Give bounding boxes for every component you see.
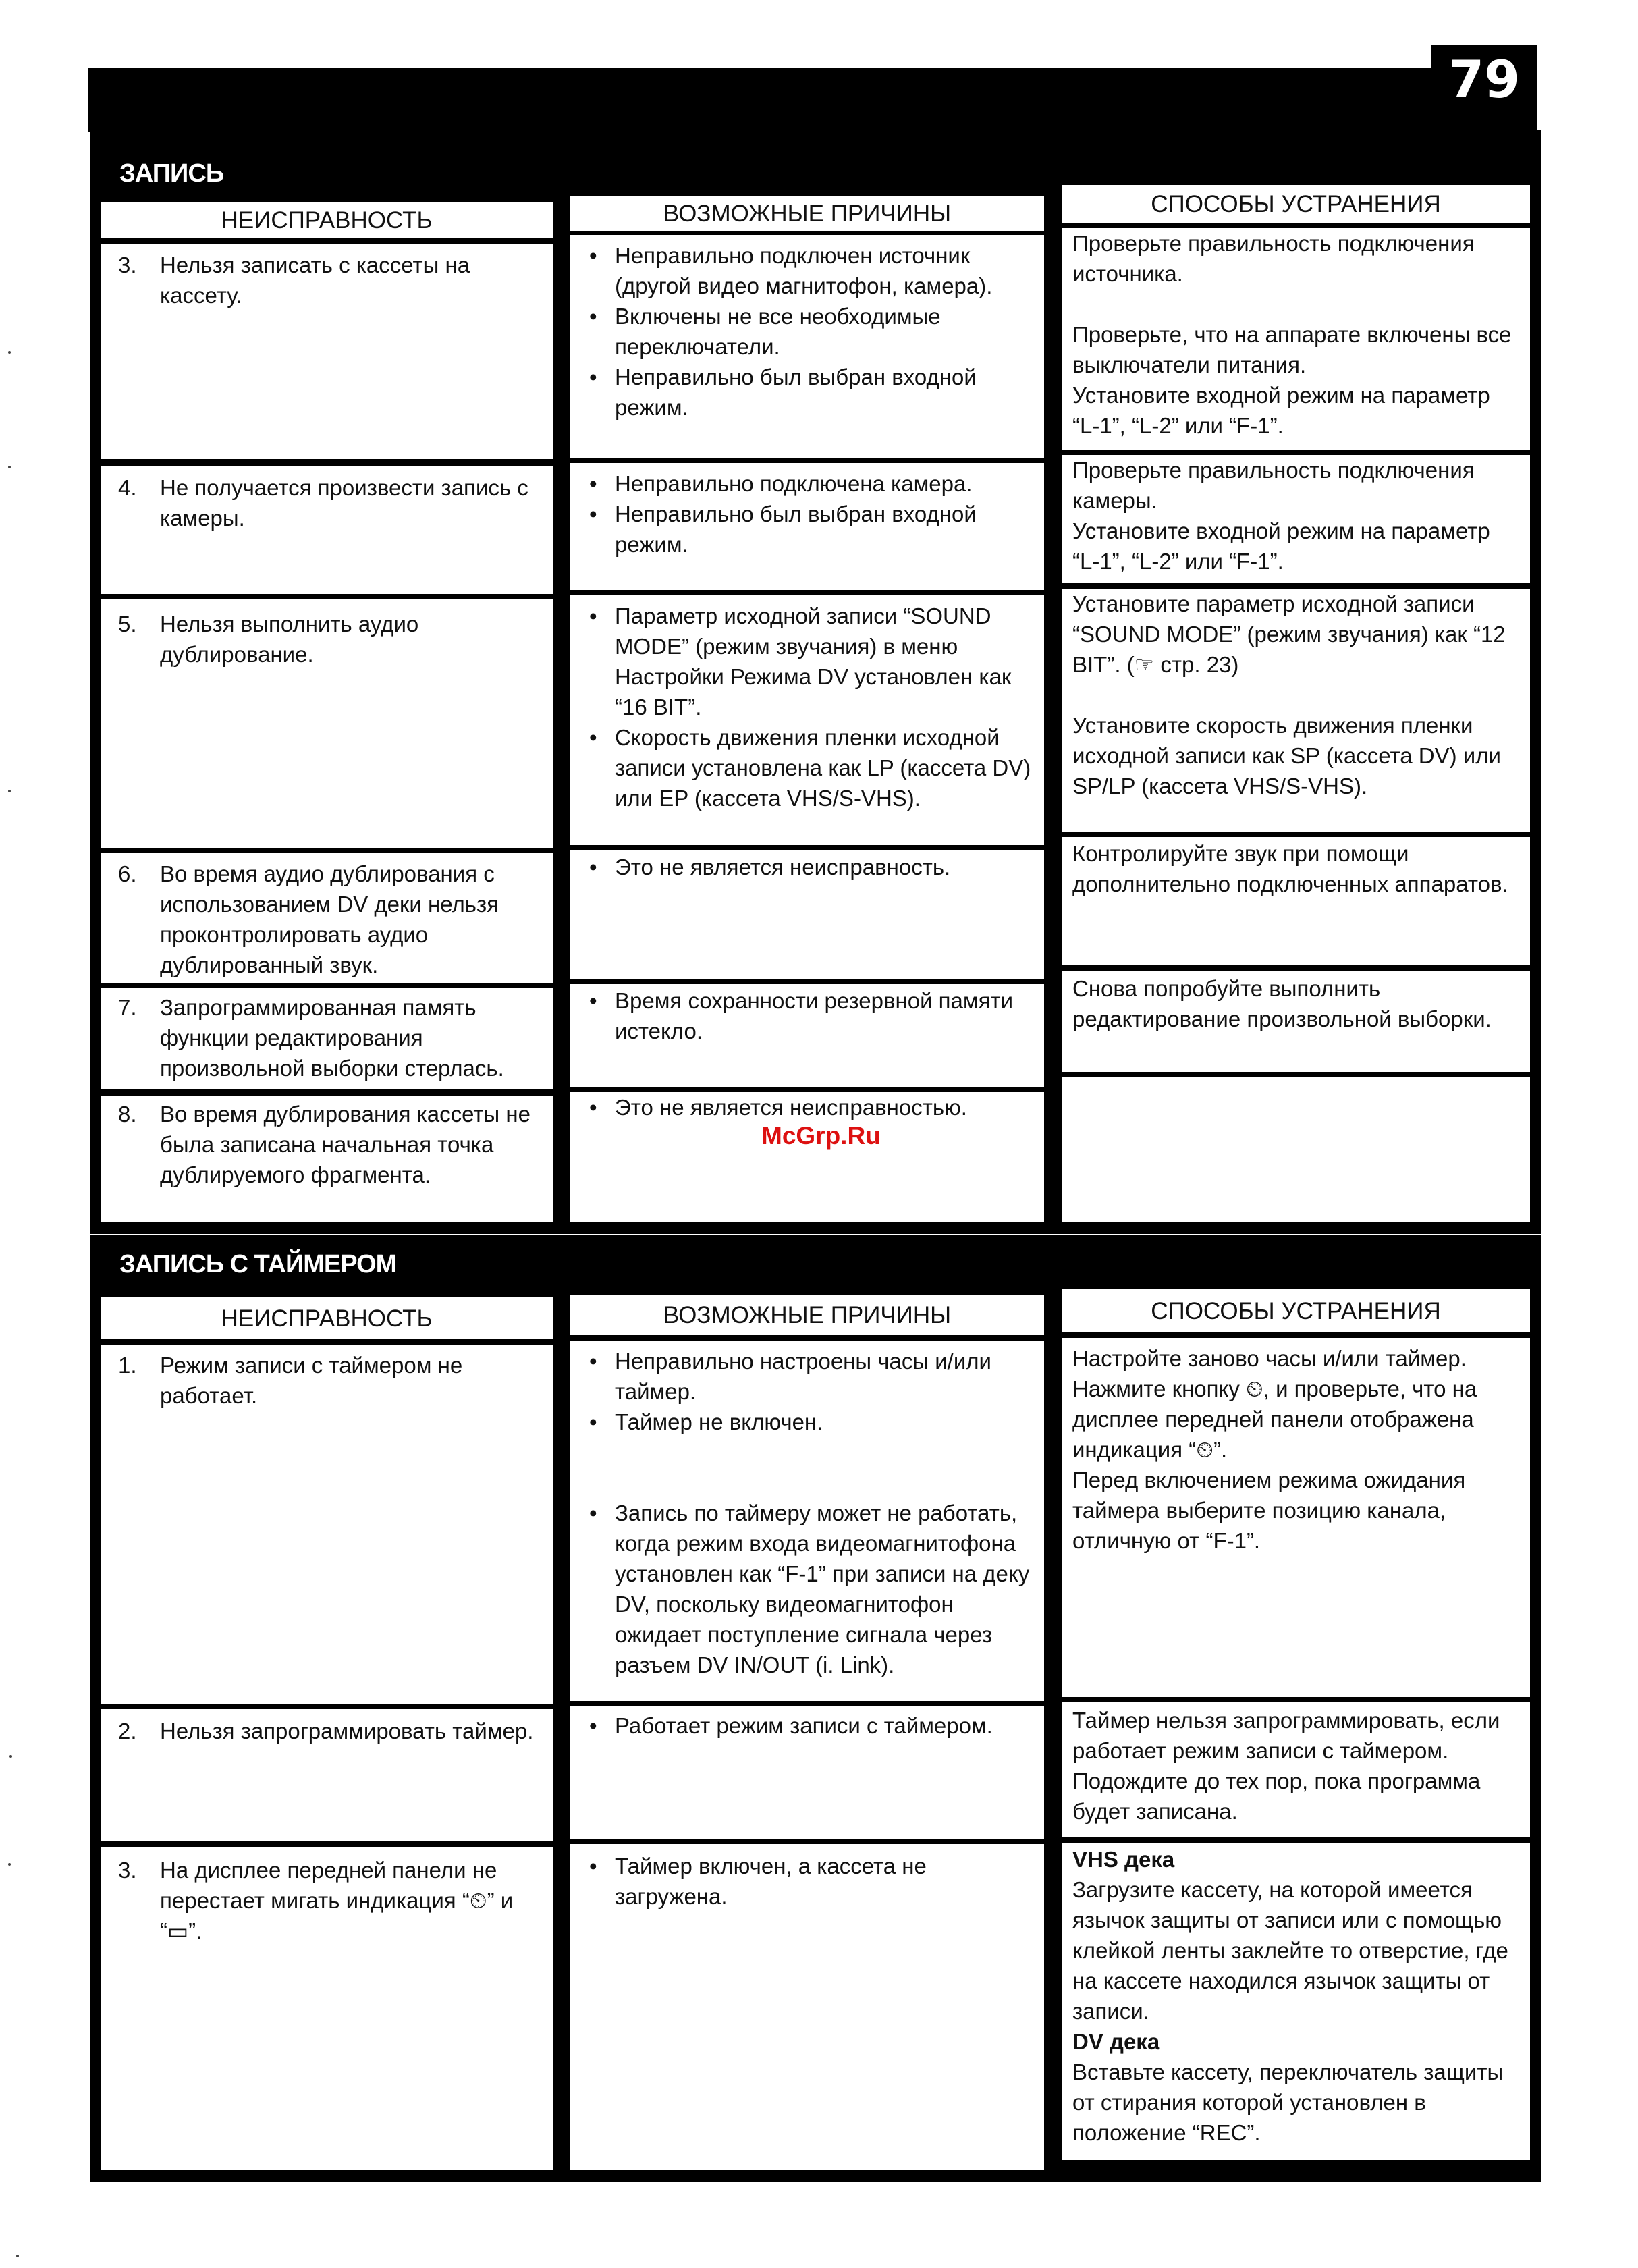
cause-item: • Таймер включен, а кассета не загружена. [615, 1851, 1037, 1912]
fault-text: Режим записи с таймером не работает. [160, 1353, 463, 1408]
remedy-text: Настройте заново часы и/или таймер. [1072, 1346, 1467, 1371]
remedy-text: Загрузите кассету, на которой имеется язычок защиты от записи или с помощью клейкой ленты заклейте то отверстие, где на кассете находился язычок защиты от записи. [1072, 1877, 1508, 2024]
table-row [570, 463, 1044, 590]
scan-mark [8, 351, 11, 354]
remedies-column [1062, 130, 1530, 1234]
cause-item: • Параметр исходной записи “SOUND MODE” (режим звучания) в меню Настройки Режима DV установлен как “16 BIT”. [615, 601, 1037, 722]
cause-item: • Скорость движения пленки исходной записи установлена как LP (кассета DV) или EP (кассета VHS/S-VHS). [615, 722, 1037, 813]
cause-item: • Время сохранности резервной памяти истекло. [615, 986, 1037, 1046]
cause-item: • Это не является неисправностью. [615, 1092, 1037, 1123]
fault-text: Нельзя запрограммировать таймер. [160, 1719, 534, 1744]
recording-section [90, 130, 1541, 1234]
table-row [101, 599, 553, 848]
table-row [1062, 589, 1530, 832]
watermark: McGrp.Ru [761, 1122, 881, 1150]
scan-mark [16, 2254, 19, 2257]
table-row [570, 850, 1044, 979]
fault-text: Нельзя записать с кассеты на кассету. [160, 252, 470, 308]
scan-mark [9, 1755, 12, 1758]
fault-text: Во время дублирования кассеты не была записана начальная точка дублируемого фрагмента. [160, 1102, 530, 1187]
fault-text: Во время аудио дублирования с использованием DV деки нельзя проконтролировать аудио дублированный звук. [160, 861, 499, 977]
table-row [101, 1096, 553, 1222]
table-row [570, 235, 1044, 458]
table-row [1062, 1843, 1530, 2160]
fault-column [101, 1235, 553, 2182]
remedy-text: Установите скорость движения пленки исходной записи как SP (кассета DV) или SP/LP (кассета VHS/S-VHS). [1072, 713, 1501, 799]
cause-item: • Запись по таймеру может не работать, когда режим входа видеомагнитофона установлен как “F-1” при записи на деку DV, поскольку видеомагнитофон ожидает поступление сигнала через разъем DV IN/OUT (i. Link). [615, 1498, 1037, 1680]
cause-item: • Неправильно подключен источник (другой видео магнитофон, камера). [615, 240, 1037, 301]
cause-item: • Это не является неисправность. [615, 852, 1037, 882]
column-header-remedies: СПОСОБЫ УСТРАНЕНИЯ [1062, 185, 1530, 223]
table-row [1062, 971, 1530, 1072]
table-row [101, 1709, 553, 1841]
remedy-text: Контролируйте звук при помощи дополнительно подключенных аппаратов. [1072, 841, 1508, 896]
causes-column [570, 130, 1044, 1234]
scan-mark [8, 790, 11, 792]
cause-item: • Неправильно подключена камера. [615, 468, 1037, 499]
cause-item: • Включены не все необходимые переключатели. [615, 301, 1037, 362]
header-bar [88, 49, 1537, 132]
cause-item: • Неправильно был выбран входной режим. [615, 362, 1037, 423]
vhs-deck-title: VHS дека [1072, 1847, 1175, 1872]
row-number: 5. [118, 612, 137, 637]
section-title: ЗАПИСЬ С ТАЙМЕРОМ [119, 1250, 397, 1278]
table-row [101, 988, 553, 1089]
cause-item: • Неправильно был выбран входной режим. [615, 499, 1037, 560]
row-number: 6. [118, 861, 137, 886]
remedy-text: Установите параметр исходной записи “SOUND MODE” (режим звучания) как “12 BIT”. (☞ стр. 23) [1072, 591, 1506, 677]
timer-section [90, 1235, 1541, 2182]
column-header-fault: НЕИСПРАВНОСТЬ [101, 1297, 553, 1339]
table-row [1062, 1702, 1530, 1837]
table-row [570, 1092, 1044, 1222]
row-number: 7. [118, 995, 137, 1020]
page-number: 79 [1431, 45, 1537, 115]
column-header-remedies: СПОСОБЫ УСТРАНЕНИЯ [1062, 1289, 1530, 1332]
row-number: 3. [118, 252, 137, 277]
scan-mark [8, 1863, 11, 1866]
fault-text: На дисплее передней панели не перестает мигать индикация “⏲” и “▭”. [160, 1858, 514, 1943]
table-row [1062, 455, 1530, 583]
cause-item: • Работает режим записи с таймером. [615, 1710, 1037, 1741]
remedy-text: Перед включением режима ожидания таймера выберите позицию канала, отличную от “F-1”. [1072, 1467, 1466, 1553]
table-row [1062, 1077, 1530, 1222]
row-number: 1. [118, 1353, 137, 1378]
column-header-fault: НЕИСПРАВНОСТЬ [101, 202, 553, 238]
table-row [1062, 228, 1530, 450]
remedy-text: Установите входной режим на параметр “L-1”, “L-2” или “F-1”. [1072, 383, 1490, 438]
remedy-text: Нажмите кнопку ⏲, и проверьте, что на дисплее передней панели отображена индикация “⏲”. [1072, 1376, 1477, 1462]
row-number: 8. [118, 1102, 137, 1127]
table-row [101, 1345, 553, 1704]
remedies-column [1062, 1235, 1530, 2182]
table-row [101, 1847, 553, 2170]
table-row [570, 1341, 1044, 1701]
table-row [101, 466, 553, 594]
row-number: 3. [118, 1858, 137, 1883]
remedy-text: Проверьте правильность подключения камеры. [1072, 458, 1475, 513]
remedy-text: Установите входной режим на параметр “L-1”, “L-2” или “F-1”. [1072, 518, 1490, 574]
table-row [570, 1706, 1044, 1839]
causes-column [570, 1235, 1044, 2182]
row-number: 2. [118, 1719, 137, 1744]
remedy-text: Снова попробуйте выполнить редактирование произвольной выборки. [1072, 976, 1492, 1031]
table-row [101, 244, 553, 459]
remedy-text: Проверьте правильность подключения источника. [1072, 231, 1475, 286]
remedy-text: Проверьте, что на аппарате включены все выключатели питания. [1072, 322, 1512, 377]
column-header-causes: ВОЗМОЖНЫЕ ПРИЧИНЫ [570, 196, 1044, 231]
cause-item: • Таймер не включен. [615, 1407, 1037, 1437]
remedy-text: Таймер нельзя запрограммировать, если работает режим записи с таймером. Подождите до тех пор, пока программа будет записана. [1072, 1708, 1500, 1824]
dv-deck-title: DV дека [1072, 2029, 1160, 2054]
table-row [570, 1844, 1044, 2170]
table-row [570, 595, 1044, 845]
column-header-causes: ВОЗМОЖНЫЕ ПРИЧИНЫ [570, 1295, 1044, 1335]
row-number: 4. [118, 475, 137, 500]
table-row [570, 984, 1044, 1087]
remedy-text: Вставьте кассету, переключатель защиты от стирания которой установлен в положение “REC”. [1072, 2059, 1504, 2145]
table-row [1062, 837, 1530, 965]
table-row [101, 853, 553, 983]
section-title: ЗАПИСЬ [119, 159, 224, 188]
cause-item: • Неправильно настроены часы и/или таймер. [615, 1346, 1037, 1407]
table-row [1062, 1338, 1530, 1697]
scan-mark [8, 466, 11, 468]
fault-text: Не получается произвести запись с камеры. [160, 475, 528, 531]
fault-text: Запрограммированная память функции редактирования произвольной выборки стерлась. [160, 995, 504, 1081]
fault-column [101, 130, 553, 1234]
fault-text: Нельзя выполнить аудио дублирование. [160, 612, 419, 667]
